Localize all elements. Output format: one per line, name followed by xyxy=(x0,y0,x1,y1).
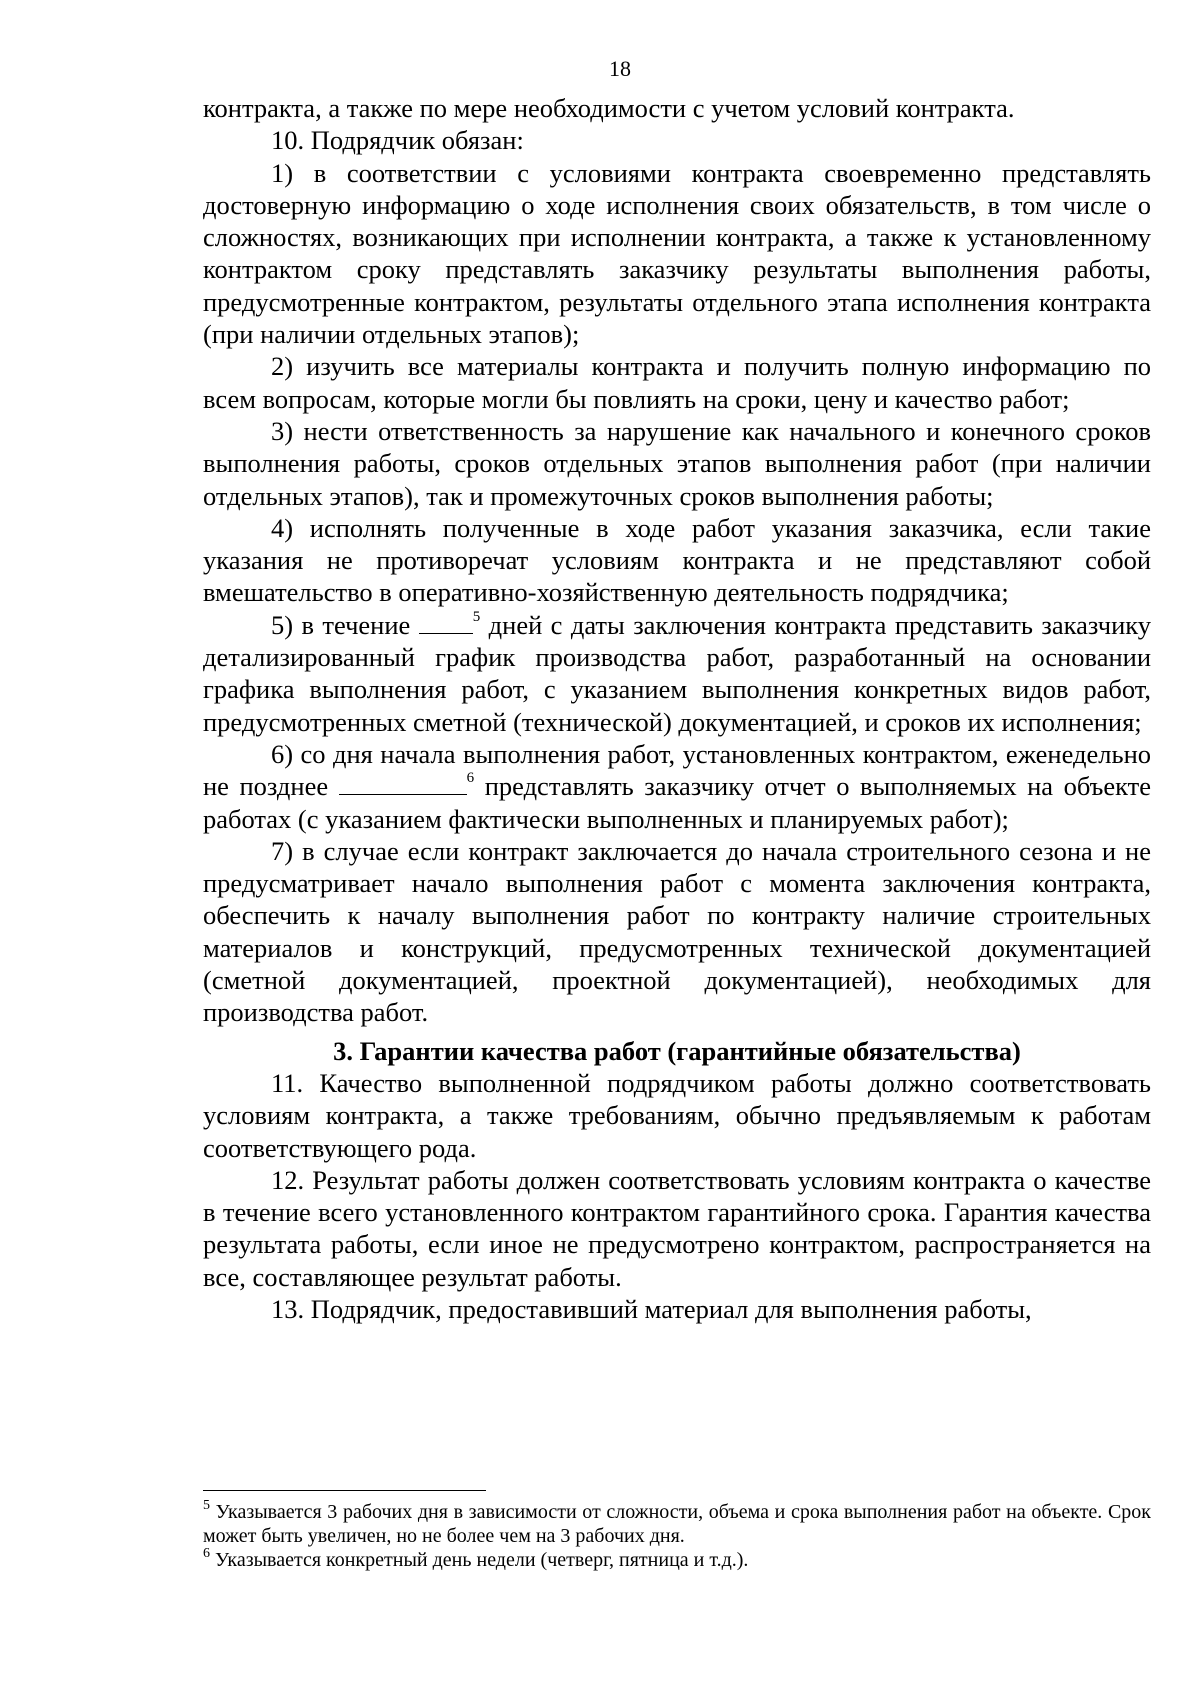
paragraph-subitem-7: 7) в случае если контракт заключается до начала строительного сезона и не предусматривает начало выполнения работ с момента заключения контракта, обеспечить к началу выполнения работ по контракту наличие строительных материалов и конструкций, предусмотренных технической документацией (сметной документацией, проектной документацией), необходимых для производства работ. xyxy=(203,835,1151,1028)
paragraph-subitem-5 xyxy=(203,609,1151,738)
blank-field-days xyxy=(419,611,473,634)
paragraph-subitem-6 xyxy=(203,738,1151,835)
footnote-text-6: Указывается конкретный день недели (четверг, пятница и т.д.). xyxy=(215,1549,749,1571)
page-number: 18 xyxy=(609,56,631,81)
footnote-mark-5: 5 xyxy=(203,1498,210,1513)
paragraph-subitem-3: 3) нести ответственность за нарушение как начального и конечного сроков выполнения работы, сроков отдельных этапов выполнения работ (при наличии отдельных этапов), так и промежуточных сроков выполнения работы; xyxy=(203,415,1151,511)
paragraph-subitem-1: 1) в соответствии с условиями контракта своевременно представлять достоверную информацию о ходе исполнения своих обязательств, в том числе о сложностях, возникающих при исполнении контракта, а также к установленному контрактом сроку представлять заказчику результаты выполнения работы, предусмотренные контрактом, результаты отдельного этапа исполнения контракта (при наличии отдельных этапов); xyxy=(203,157,1151,350)
subitem-5-rest: дней с даты заключения контракта представить заказчику детализированный график производства работ, разработанный на основании графика выполнения работ, с указанием выполнения конкретных видов работ, предусмотренных сметной (технической) документацией, и сроков их исполнения; xyxy=(203,609,1152,737)
subitem-6-start: 6) со дня начала выполнения работ, установленных контрактом, еженедельно не позднее xyxy=(203,738,1151,802)
footnote-ref-5: 5 xyxy=(472,608,481,625)
paragraph-subitem-2: 2) изучить все материалы контракта и получить полную информацию по всем вопросам, которые могли бы повлиять на сроки, цену и качество работ; xyxy=(203,351,1151,414)
footnote-text-5: Указывается 3 рабочих дня в зависимости от сложности, объема и срока выполнения работ на объекте. Срок может быть увеличен, но не более чем на 3 рабочих дня. xyxy=(203,1501,1152,1547)
subitem-6-rest: представлять заказчику отчет о выполняемых на объекте работах (с указанием фактически выполненных и планируемых работ); xyxy=(203,771,1152,834)
paragraph-item-13: 13. Подрядчик, предоставивший материал для выполнения работы, xyxy=(271,1293,1032,1324)
paragraph-item-12: 12. Результат работы должен соответствовать условиям контракта о качестве в течение всего установленного контрактом гарантийного срока. Гарантия качества результата работы, если иное не предусмотрено контрактом, распространяется на все, составляющее результат работы. xyxy=(203,1164,1151,1292)
footnote-6 xyxy=(203,1548,1151,1572)
footnote-ref-6: 6 xyxy=(466,770,475,787)
paragraph-item-10: 10. Подрядчик обязан: xyxy=(271,125,524,156)
footnote-separator xyxy=(203,1490,486,1491)
footnotes xyxy=(203,1500,1151,1572)
footnote-5 xyxy=(203,1500,1151,1548)
document-body xyxy=(203,92,1151,1325)
footnote-mark-6: 6 xyxy=(203,1546,210,1561)
paragraph-subitem-4: 4) исполнять полученные в ходе работ указания заказчика, если такие указания не противоречат условиям контракта и не представляют собой вмешательство в оперативно-хозяйственную деятельность подрядчика; xyxy=(203,512,1151,608)
subitem-5-start: 5) в течение xyxy=(271,609,411,640)
paragraph-continuation: контракта, а также по мере необходимости с учетом условий контракта. xyxy=(203,93,1015,123)
blank-field-weekday xyxy=(339,772,467,795)
paragraph-item-11: 11. Качество выполненной подрядчиком работы должно соответствовать условиям контракта, а также требованиям, обычно предъявляемым к работам соответствующего рода. xyxy=(203,1067,1151,1163)
section-heading: 3. Гарантии качества работ (гарантийные обязательства) xyxy=(333,1035,1021,1066)
